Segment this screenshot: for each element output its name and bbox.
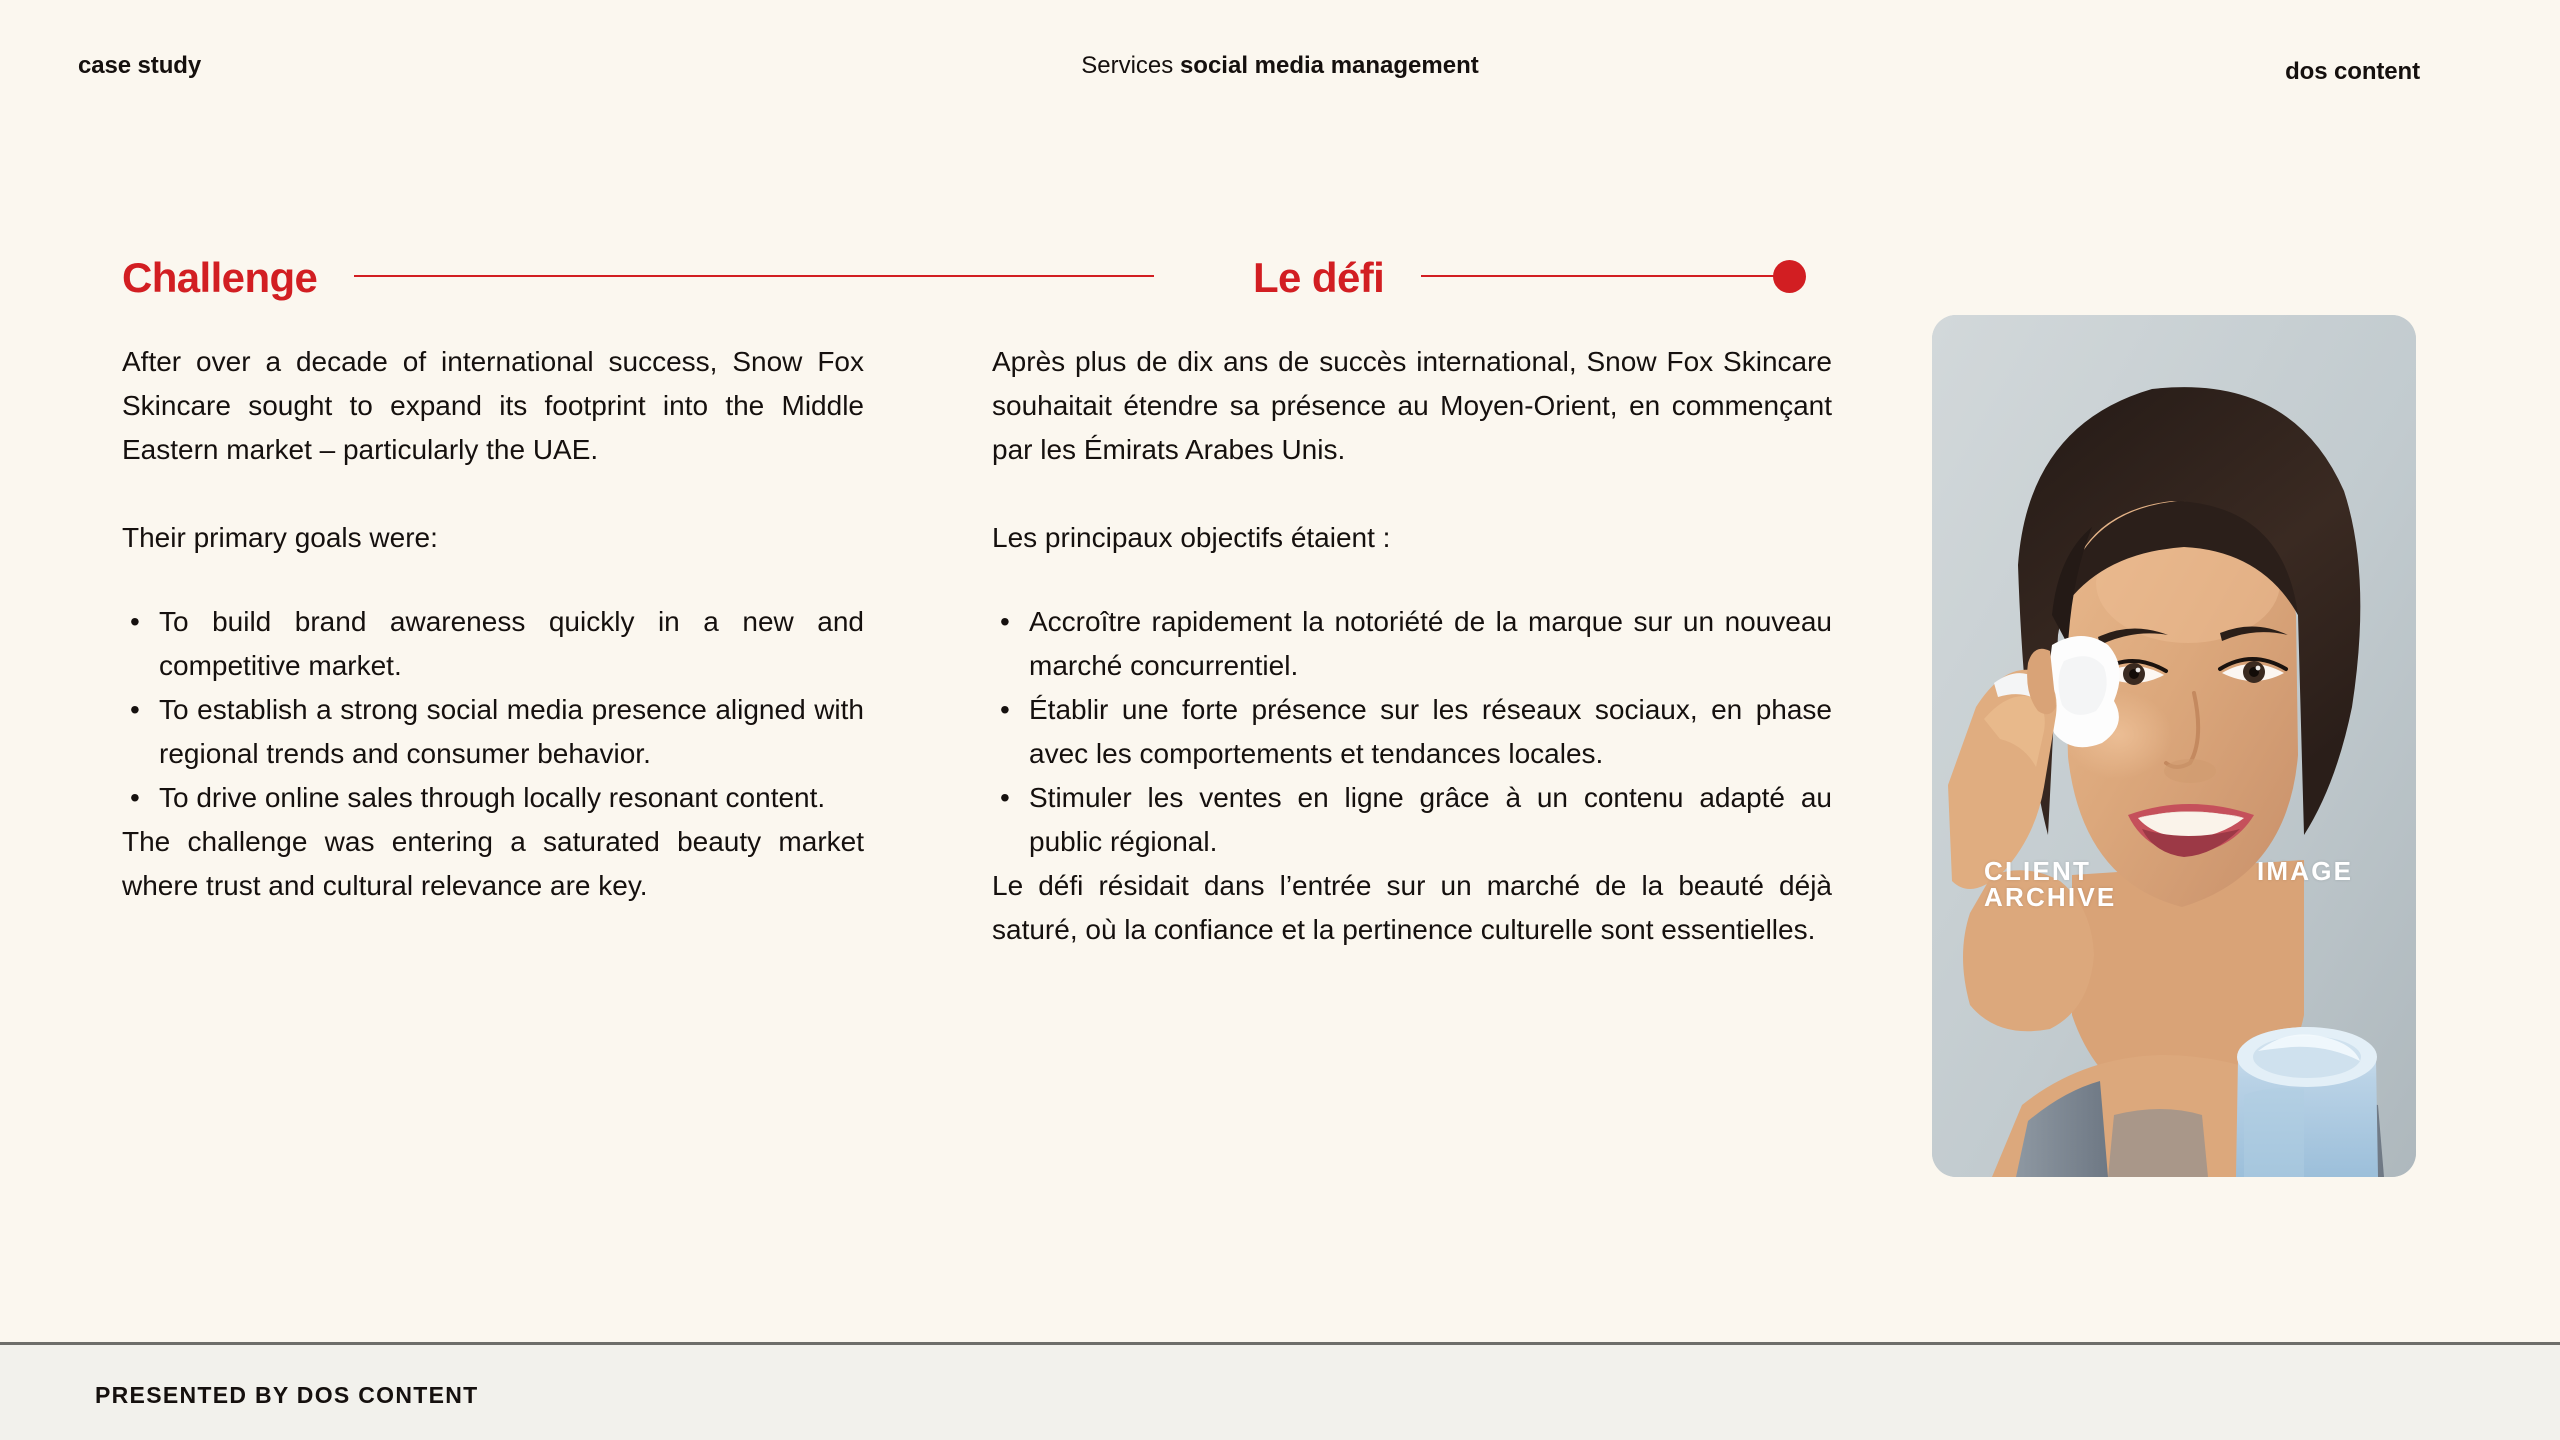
photo-illustration [1932,315,2416,1177]
french-column [992,340,1832,952]
list-item: • To drive online sales through locally resonant content. [122,776,864,820]
header-services-label [0,52,2560,80]
image-watermark: IMAGE [2257,856,2354,886]
french-closing-paragraph: Le défi résidait dans l’entrée sur un marché de la beauté déjà saturé, où la confiance et la pertinence culturelle sont essentielles. [992,870,1832,945]
challenge-heading-row [122,248,1202,308]
watermark-line-2: ARCHIVE [1984,882,2117,912]
client-archive-watermark [1984,858,2116,910]
case-study-photo [1932,315,2416,1177]
page-footer [0,1342,2560,1440]
header-case-study-label: case study [78,52,202,79]
list-item: • Accroître rapidement la notoriété de la marque sur un nouveau marché concurrentiel. [992,600,1832,688]
list-item: • Établir une forte présence sur les réseaux sociaux, en phase avec les comportements et tendances locales. [992,688,1832,776]
english-closing-paragraph: The challenge was entering a saturated beauty market where trust and cultural relevance are key. [122,826,864,901]
french-bullet-list [992,600,1832,864]
footer-presented-by-label: PRESENTED BY DOS CONTENT [95,1382,479,1408]
challenge-heading-row-fr [1253,248,1893,308]
english-bullet-list [122,600,864,820]
list-item: • To establish a strong social media presence aligned with regional trends and consumer behavior. [122,688,864,776]
page-header [0,0,2560,120]
heading-end-dot-icon [1773,260,1806,293]
english-lead-paragraph: After over a decade of international success, Snow Fox Skincare sought to expand its footprint into the Middle Eastern market – particularly the UAE. [122,346,864,465]
challenge-heading-fr: Le défi [1253,254,1385,301]
list-item: • To build brand awareness quickly in a new and competitive market. [122,600,864,688]
heading-rule-fr [1421,275,1776,277]
english-column [122,340,864,908]
english-intro-paragraph: Their primary goals were: [122,522,438,553]
header-services-value: social media management [1179,52,1479,79]
watermark-line-1: CLIENT [1984,856,2092,886]
french-intro-paragraph: Les principaux objectifs étaient : [992,522,1391,553]
list-item: • Stimuler les ventes en ligne grâce à un contenu adapté au public régional. [992,776,1832,864]
heading-rule-en [354,275,1154,277]
challenge-heading-en: Challenge [122,254,318,301]
header-services-prefix: Services [1081,52,1180,79]
french-lead-paragraph: Après plus de dix ans de succès international, Snow Fox Skincare souhaitait étendre sa présence au Moyen-Orient, en commençant par les Émirats Arabes Unis. [992,346,1832,465]
header-brand-label: dos content [2285,58,2420,85]
